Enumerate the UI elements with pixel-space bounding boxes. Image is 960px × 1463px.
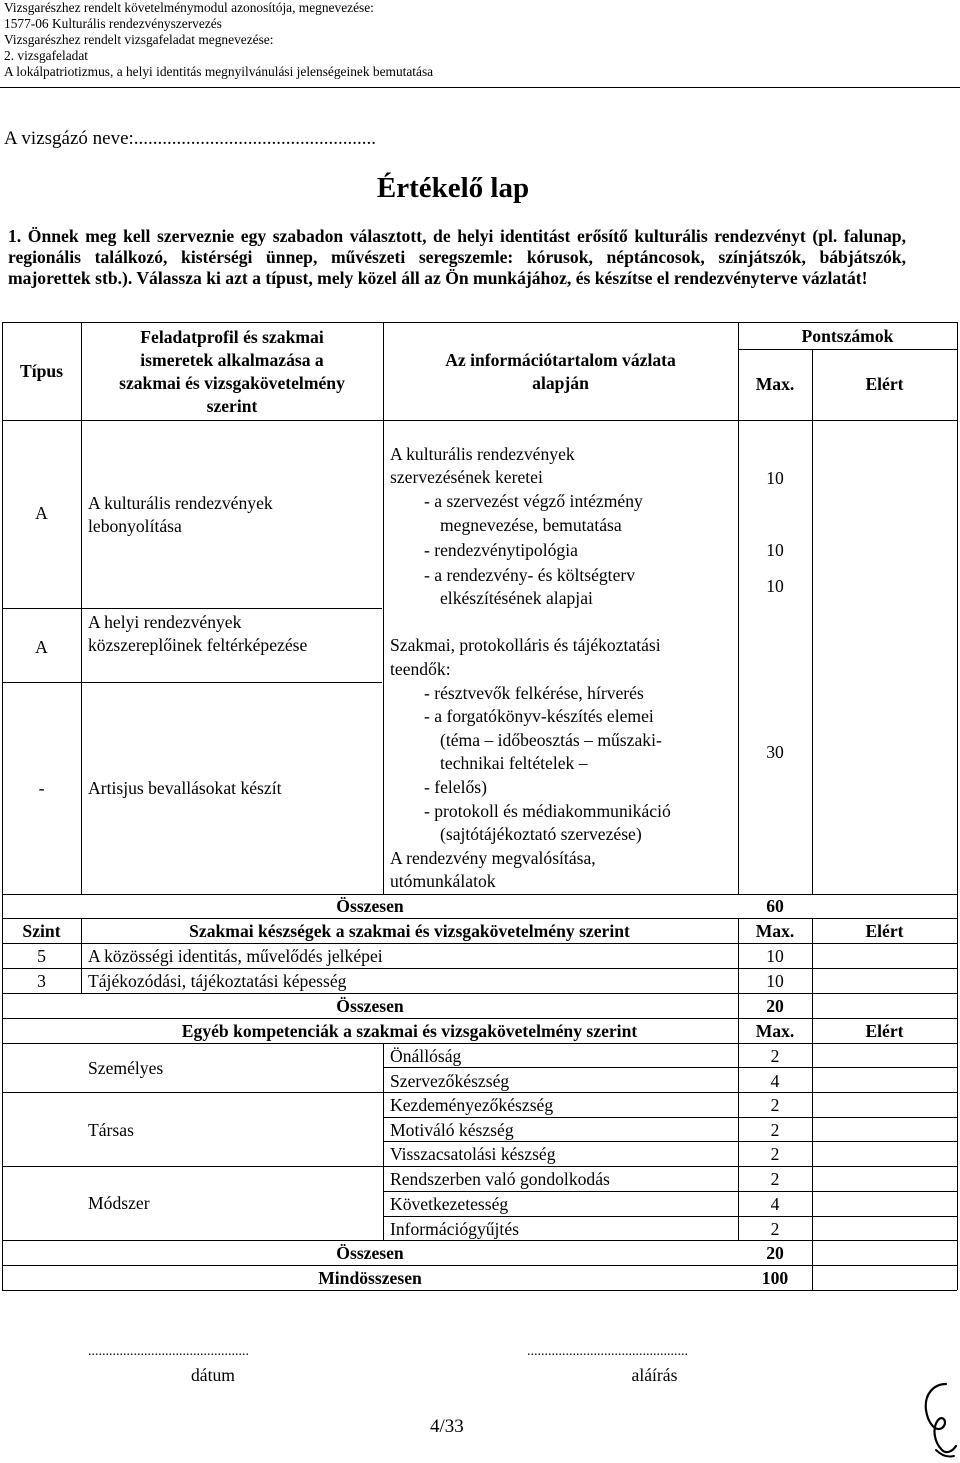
competency-max: 2 xyxy=(770,1219,780,1239)
competency-group: Személyes xyxy=(88,1058,164,1078)
competency-label: Következetesség xyxy=(390,1194,509,1214)
max-points: 30 xyxy=(766,742,784,762)
skill-max: 10 xyxy=(766,946,784,966)
info-line: technikai feltételek – xyxy=(440,753,588,773)
table-rule xyxy=(2,918,957,919)
competencies-total-label: Összesen xyxy=(336,1243,404,1263)
info-line: Szakmai, protokolláris és tájékoztatási xyxy=(390,635,661,655)
table-rule xyxy=(2,1166,957,1167)
col-header-type: Típus xyxy=(19,361,64,381)
col-header-profile: szerint xyxy=(206,396,258,416)
skills-total-label: Összesen xyxy=(336,996,404,1016)
skill-level: 5 xyxy=(37,946,46,966)
competency-max: 2 xyxy=(770,1120,780,1140)
info-line: - rendezvénytipológia xyxy=(424,540,578,560)
table-rule xyxy=(2,608,382,609)
col-header-achieved: Elért xyxy=(865,374,904,394)
max-points: 10 xyxy=(766,540,784,560)
info-line: (sajtótájékoztató szervezése) xyxy=(440,824,642,844)
col-header-max: Max. xyxy=(755,374,795,394)
page-title: Értékelő lap xyxy=(376,172,530,204)
info-line: - a szervezést végző intézmény xyxy=(424,491,643,511)
competency-group: Módszer xyxy=(88,1193,150,1213)
table-rule xyxy=(2,1265,957,1266)
info-line: A rendezvény megvalósítása, xyxy=(390,848,596,868)
col-header-info: Az információtartalom vázlata xyxy=(445,350,676,370)
info-line: elkészítésének alapjai xyxy=(440,588,593,608)
col-header-profile: szakmai és vizsgakövetelmény xyxy=(119,373,345,393)
header-divider xyxy=(0,87,960,88)
competency-label: Rendszerben való gondolkodás xyxy=(390,1169,610,1189)
handwritten-initials xyxy=(916,1380,960,1460)
table-rule xyxy=(2,322,3,1290)
skills-header-title: Szakmai készségek a szakmai és vizsgakövetelmény szerint xyxy=(189,921,630,941)
info-line: megnevezése, bemutatása xyxy=(440,515,622,535)
table-rule xyxy=(738,322,739,894)
competency-max: 2 xyxy=(770,1046,780,1066)
table-rule xyxy=(2,943,957,944)
skills-header-achieved: Elért xyxy=(865,921,904,941)
total-label: Összesen xyxy=(336,896,404,916)
skill-level: 3 xyxy=(37,971,46,991)
total-value: 60 xyxy=(766,896,784,916)
date-label: dátum xyxy=(191,1365,235,1385)
info-line: (téma – időbeosztás – műszaki- xyxy=(440,730,662,750)
table-rule xyxy=(812,1240,813,1290)
header-line: 2. vizsgafeladat xyxy=(4,48,89,63)
competencies-header-achieved: Elért xyxy=(865,1021,904,1041)
table-rule xyxy=(957,322,958,1290)
header-line: A lokálpatriotizmus, a helyi identitás megnyilvánulási jelenségeinek bemutatása xyxy=(4,64,434,79)
row-profile: A helyi rendezvények xyxy=(88,612,242,632)
max-points: 10 xyxy=(766,576,784,596)
row-type: - xyxy=(38,778,45,798)
competency-group: Társas xyxy=(88,1120,134,1140)
table-rule xyxy=(2,682,382,683)
max-points: 10 xyxy=(766,468,784,488)
info-line: - a forgatókönyv-készítés elemei xyxy=(424,706,654,726)
table-rule xyxy=(383,322,384,894)
col-header-points: Pontszámok xyxy=(801,326,894,346)
row-profile: Artisjus bevallásokat készít xyxy=(88,778,282,798)
header-line: Vizsgarészhez rendelt vizsgafeladat megnevezése: xyxy=(4,32,274,47)
skills-header-level: Szint xyxy=(22,921,61,941)
signature-line: .............................................. xyxy=(527,1344,688,1359)
competency-label: Szervezőkészség xyxy=(390,1071,510,1091)
table-rule xyxy=(2,968,957,969)
table-rule xyxy=(812,349,813,894)
table-rule xyxy=(2,322,957,323)
candidate-name-field: A vizsgázó neve:................................................... xyxy=(4,128,377,149)
competencies-total-value: 20 xyxy=(766,1243,784,1263)
skill-label: A közösségi identitás, művelődés jelképei xyxy=(88,946,383,966)
table-rule xyxy=(2,1018,957,1019)
table-rule xyxy=(383,1191,957,1192)
header-line: Vizsgarészhez rendelt követelménymodul azonosítója, megnevezése: xyxy=(4,0,374,15)
table-rule xyxy=(383,1216,957,1217)
row-profile: A kulturális rendezvények xyxy=(88,493,273,513)
competency-max: 4 xyxy=(770,1071,780,1091)
competency-max: 2 xyxy=(770,1095,780,1115)
table-rule xyxy=(738,349,957,350)
signature-label: aláírás xyxy=(631,1365,678,1385)
table-rule xyxy=(2,1290,957,1291)
row-type: A xyxy=(35,503,48,523)
competency-label: Kezdeményezőkészség xyxy=(390,1095,554,1115)
info-line: - a rendezvény- és költségterv xyxy=(424,565,636,585)
page-number: 4/33 xyxy=(430,1416,464,1437)
info-line: - résztvevők felkérése, hírverés xyxy=(424,683,644,703)
col-header-profile: Feladatprofil és szakmai xyxy=(140,327,324,347)
info-line: szervezésének keretei xyxy=(390,467,543,487)
table-rule xyxy=(383,1067,957,1068)
document-header xyxy=(4,0,433,80)
info-line: - protokoll és médiakommunikáció xyxy=(424,801,671,821)
competency-label: Visszacsatolási készség xyxy=(390,1144,556,1164)
info-line: teendők: xyxy=(390,659,451,679)
competency-label: Információgyűjtés xyxy=(390,1219,519,1239)
skill-label: Tájékozódási, tájékoztatási képesség xyxy=(88,971,347,991)
competency-label: Önállóság xyxy=(390,1046,462,1066)
table-rule xyxy=(2,1043,957,1044)
grand-total-label: Mindösszesen xyxy=(318,1268,422,1288)
row-type: A xyxy=(35,637,48,657)
col-header-info: alapján xyxy=(532,373,589,393)
info-line: utómunkálatok xyxy=(390,871,496,891)
task-description: 1. Önnek meg kell szerveznie egy szabadon választott, de helyi identitást erősítő kulturális rendezvényt (pl. falunap, regionális találkozó, kistérségi ünnep, művészeti seregszemle: kórusok, néptáncosok, színjátszók, bábjátszók, majorettek stb.). Válassza ki azt a típust, mely közel áll az Ön munkájához, és készítse el rendezvényterve vázlatát! xyxy=(8,226,906,288)
table-rule xyxy=(383,1043,384,1240)
competency-max: 4 xyxy=(770,1194,780,1214)
competencies-header-max: Max. xyxy=(755,1021,795,1041)
table-rule xyxy=(2,420,957,421)
table-rule xyxy=(2,993,957,994)
info-line: A kulturális rendezvények xyxy=(390,444,575,464)
col-header-profile: ismeretek alkalmazása a xyxy=(140,350,324,370)
competency-max: 2 xyxy=(770,1144,780,1164)
skill-max: 10 xyxy=(766,971,784,991)
date-line: .............................................. xyxy=(88,1344,249,1359)
skills-header-max: Max. xyxy=(755,921,795,941)
row-profile: lebonyolítása xyxy=(88,516,182,536)
competencies-header-title: Egyéb kompetenciák a szakmai és vizsgakövetelmény szerint xyxy=(181,1021,638,1041)
competency-max: 2 xyxy=(770,1169,780,1189)
header-line: 1577-06 Kulturális rendezvényszervezés xyxy=(4,16,222,31)
info-line: - felelős) xyxy=(424,777,488,797)
grand-total-value: 100 xyxy=(761,1268,789,1288)
table-rule xyxy=(812,918,813,1240)
table-rule xyxy=(383,1117,957,1118)
competency-label: Motiváló készség xyxy=(390,1120,514,1140)
skills-total-value: 20 xyxy=(766,996,784,1016)
row-profile: közszereplőinek feltérképezése xyxy=(88,635,308,655)
